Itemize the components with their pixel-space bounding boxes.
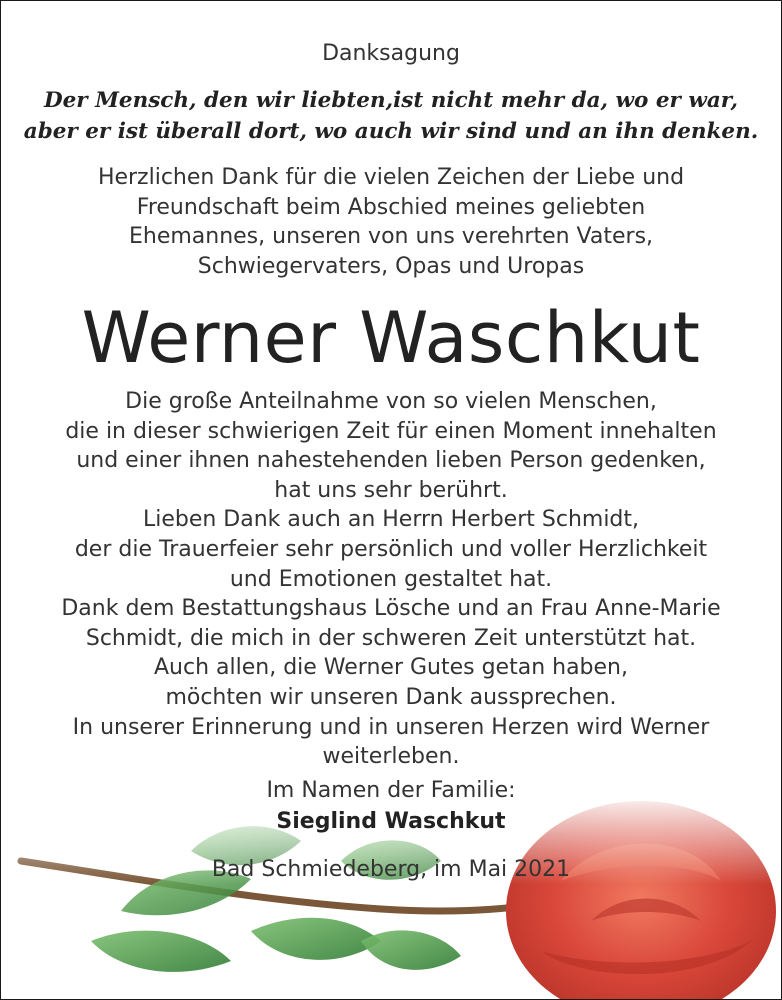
- thanks-line: Herzlichen Dank für die vielen Zeichen der Liebe und: [97, 165, 685, 190]
- motto-line: Der Mensch, den wir liebten,ist nicht mehr da, wo er war,: [43, 88, 739, 113]
- family-label: Im Namen der Familie:: [266, 778, 516, 803]
- body-line: Auch allen, die Werner Gutes getan haben,: [154, 655, 628, 681]
- body-line: möchten wir unseren Dank aussprechen.: [165, 684, 617, 710]
- body-line: Schmidt, die mich in der schweren Zeit unterstützt hat.: [85, 625, 697, 651]
- deceased-name: Werner Waschkut: [81, 297, 701, 379]
- place-date: Bad Schmiedeberg, im Mai 2021: [211, 857, 571, 882]
- thanks-line: Schwiegervaters, Opas und Uropas: [197, 253, 585, 279]
- thanks-line: Ehemannes, unseren von uns verehrten Vaters,: [128, 224, 654, 249]
- thanks-text: [1, 163, 781, 281]
- body-line: und Emotionen gestaltet hat.: [229, 566, 553, 592]
- body-line: der die Trauerfeier sehr persönlich und voller Herzlichkeit: [74, 536, 708, 562]
- body-line: weiterleben.: [322, 744, 460, 770]
- body-line: Dank dem Bestattungshaus Lösche und an Frau Anne-Marie: [61, 596, 721, 622]
- body-line: Lieben Dank auch an Herrn Herbert Schmidt,: [142, 507, 640, 533]
- motto-line: aber er ist überall dort, wo auch wir sind und an ihn denken.: [23, 119, 759, 144]
- thanks-line: Freundschaft beim Abschied meines geliebten: [136, 194, 646, 220]
- body-line: hat uns sehr berührt.: [274, 477, 508, 503]
- body-line: die in dieser schwierigen Zeit für einen Moment innehalten: [65, 418, 717, 444]
- body-line: In unserer Erinnerung und in unseren Herzen wird Werner: [72, 714, 710, 740]
- body-line: und einer ihnen nahestehenden lieben Person gedenken,: [76, 448, 706, 474]
- family-signature: Sieglind Waschkut: [276, 809, 506, 834]
- body-text: [1, 387, 781, 772]
- motto: [1, 85, 781, 147]
- heading: Danksagung: [322, 41, 460, 66]
- body-line: Die große Anteilnahme von so vielen Menschen,: [125, 389, 657, 414]
